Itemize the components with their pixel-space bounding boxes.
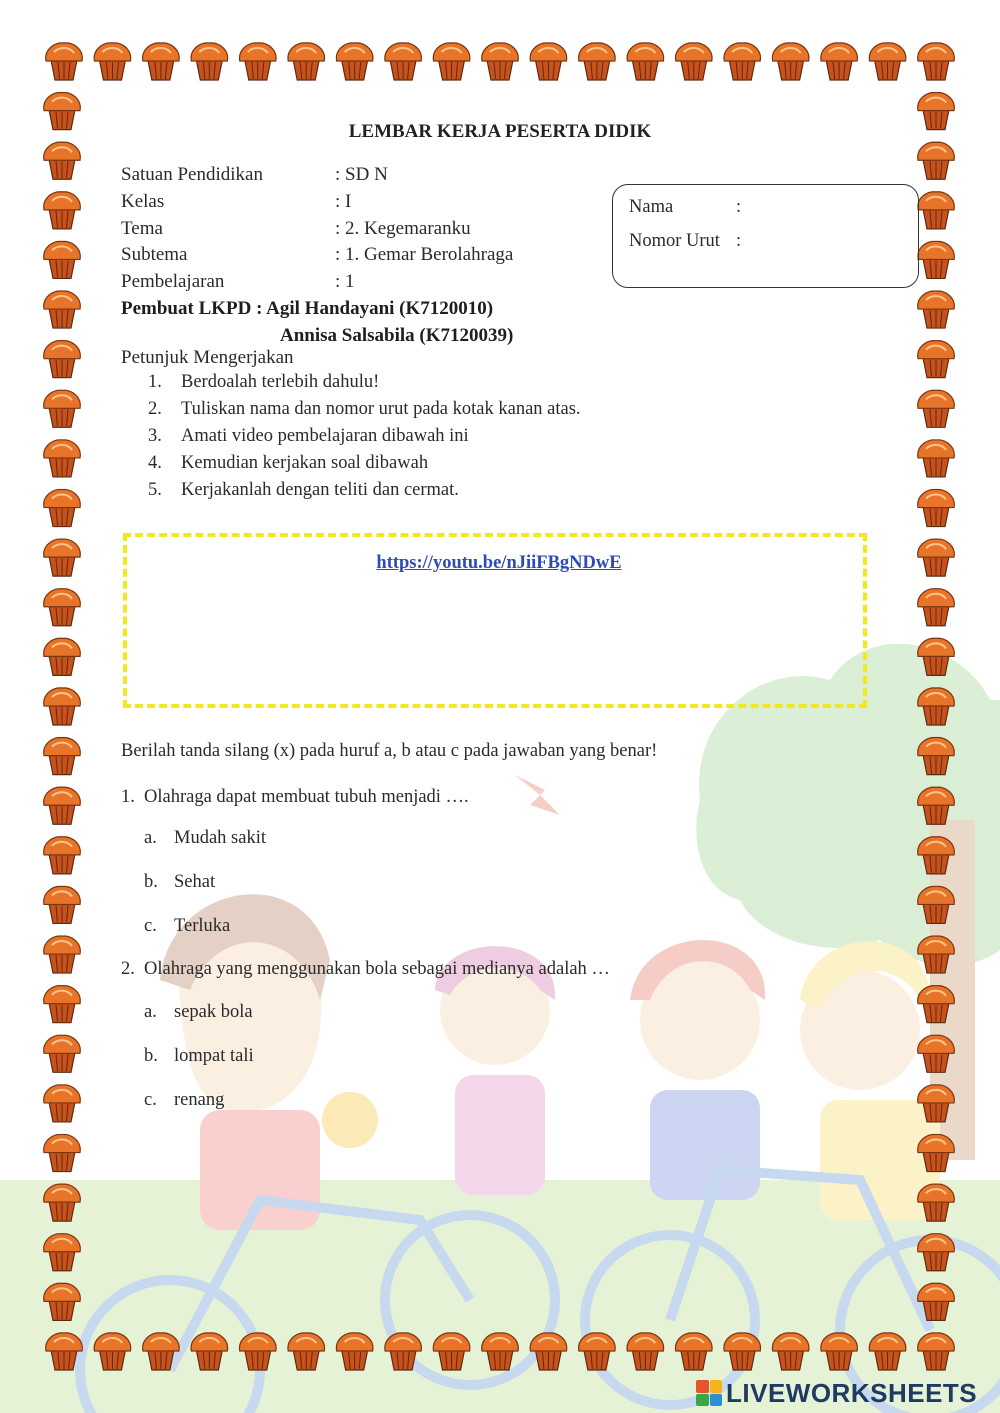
muffin-icon bbox=[482, 1333, 519, 1370]
instructions-list bbox=[148, 369, 581, 504]
muffin-icon bbox=[143, 1333, 180, 1370]
info-label-satuan: Satuan Pendidikan bbox=[121, 164, 263, 185]
brand-name: LIVEWORKSHEETS bbox=[726, 1377, 978, 1408]
q2-option-a-letter[interactable]: a. bbox=[144, 1002, 157, 1022]
muffin-icon bbox=[44, 539, 81, 576]
name-number-box bbox=[612, 184, 919, 288]
author-line-2: Annisa Salsabila (K7120039) bbox=[280, 325, 514, 346]
muffin-icon bbox=[918, 43, 955, 80]
muffin-icon bbox=[869, 43, 906, 80]
muffin-icon bbox=[918, 886, 955, 923]
list-item bbox=[148, 369, 581, 396]
muffin-icon bbox=[918, 1134, 955, 1171]
liveworksheets-logo bbox=[696, 1376, 977, 1410]
muffin-icon bbox=[918, 1234, 955, 1271]
video-link[interactable]: https://youtu.be/nJiiFBgNDwE bbox=[376, 553, 622, 573]
muffin-icon bbox=[918, 936, 955, 973]
logo-square bbox=[696, 1394, 709, 1407]
author-line-1: Pembuat LKPD : Agil Handayani (K7120010) bbox=[121, 298, 494, 319]
list-item bbox=[148, 450, 581, 477]
logo-mark-icon bbox=[696, 1380, 722, 1406]
muffin-icon bbox=[821, 43, 858, 80]
list-item bbox=[148, 423, 581, 450]
muffin-icon bbox=[143, 43, 180, 80]
muffin-icon bbox=[94, 1333, 131, 1370]
muffin-icon bbox=[676, 1333, 713, 1370]
q2-option-a-text[interactable]: sepak bola bbox=[174, 1002, 253, 1022]
muffin-icon bbox=[44, 638, 81, 675]
number-label: Nomor Urut bbox=[629, 231, 720, 251]
muffin-icon bbox=[44, 241, 81, 278]
muffin-icon bbox=[918, 589, 955, 626]
instructions-title: Petunjuk Mengerjakan bbox=[121, 347, 294, 368]
info-value-pembelajaran: : 1 bbox=[335, 271, 355, 292]
muffin-icon bbox=[918, 837, 955, 874]
muffin-icon bbox=[918, 986, 955, 1023]
muffin-icon bbox=[918, 1184, 955, 1221]
muffin-icon bbox=[191, 43, 228, 80]
q1-option-a-text[interactable]: Mudah sakit bbox=[174, 828, 266, 848]
muffin-icon bbox=[869, 1333, 906, 1370]
q1-option-b-text[interactable]: Sehat bbox=[174, 872, 216, 892]
muffin-icon bbox=[918, 192, 955, 229]
q2-option-b-letter[interactable]: b. bbox=[144, 1046, 158, 1066]
muffin-icon bbox=[288, 43, 325, 80]
question-2-number: 2. bbox=[121, 959, 135, 979]
page-title: LEMBAR KERJA PESERTA DIDIK bbox=[348, 121, 652, 142]
name-colon: : bbox=[736, 197, 742, 217]
question-1-number: 1. bbox=[121, 787, 135, 807]
muffin-icon bbox=[918, 1035, 955, 1072]
muffin-icon bbox=[44, 1184, 81, 1221]
info-label-kelas: Kelas bbox=[121, 191, 165, 212]
muffin-icon bbox=[44, 341, 81, 378]
muffin-icon bbox=[579, 1333, 616, 1370]
muffin-icon bbox=[46, 43, 83, 80]
muffin-icon bbox=[724, 43, 761, 80]
info-label-pembelajaran: Pembelajaran bbox=[121, 271, 225, 292]
muffin-icon bbox=[336, 1333, 373, 1370]
muffin-icon bbox=[44, 489, 81, 526]
muffin-icon bbox=[918, 738, 955, 775]
muffin-icon bbox=[44, 390, 81, 427]
muffin-icon bbox=[579, 43, 616, 80]
q1-option-b-letter[interactable]: b. bbox=[144, 872, 158, 892]
list-item-number: 1. bbox=[148, 372, 162, 392]
muffin-icon bbox=[44, 837, 81, 874]
muffin-icon bbox=[627, 1333, 664, 1370]
muffin-icon bbox=[44, 886, 81, 923]
muffin-icon bbox=[44, 440, 81, 477]
muffin-icon bbox=[44, 936, 81, 973]
muffin-icon bbox=[724, 1333, 761, 1370]
muffin-icon bbox=[44, 589, 81, 626]
muffin-icon bbox=[918, 1333, 955, 1370]
muffin-icon bbox=[44, 1085, 81, 1122]
list-item-text: Kerjakanlah dengan teliti dan cermat. bbox=[181, 480, 459, 500]
muffin-icon bbox=[918, 489, 955, 526]
muffin-icon bbox=[46, 1333, 83, 1370]
muffin-icon bbox=[772, 1333, 809, 1370]
muffin-icon bbox=[918, 1283, 955, 1320]
muffin-icon bbox=[918, 638, 955, 675]
muffin-icon bbox=[918, 1085, 955, 1122]
muffin-icon bbox=[821, 1333, 858, 1370]
muffin-icon bbox=[44, 1234, 81, 1271]
muffin-icon bbox=[44, 1283, 81, 1320]
muffin-icon bbox=[385, 43, 422, 80]
muffin-icon bbox=[530, 43, 567, 80]
info-value-kelas: : I bbox=[335, 191, 352, 212]
muffin-icon bbox=[288, 1333, 325, 1370]
muffin-icon bbox=[44, 738, 81, 775]
question-2-text: Olahraga yang menggunakan bola sebagai medianya adalah … bbox=[144, 959, 610, 979]
list-item bbox=[148, 396, 581, 423]
q1-option-c-text[interactable]: Terluka bbox=[174, 916, 231, 936]
muffin-icon bbox=[94, 43, 131, 80]
list-item-number: 3. bbox=[148, 426, 162, 446]
list-item-text: Kemudian kerjakan soal dibawah bbox=[181, 453, 429, 473]
name-label: Nama bbox=[629, 197, 674, 217]
muffin-icon bbox=[918, 688, 955, 725]
list-item bbox=[148, 477, 581, 504]
muffin-icon bbox=[240, 43, 277, 80]
muffin-icon bbox=[627, 43, 664, 80]
muffin-icon bbox=[44, 291, 81, 328]
muffin-icon bbox=[918, 390, 955, 427]
muffin-icon bbox=[44, 688, 81, 725]
muffin-icon bbox=[44, 192, 81, 229]
logo-square bbox=[710, 1380, 723, 1393]
info-value-tema: : 2. Kegemaranku bbox=[335, 218, 471, 239]
muffin-icon bbox=[918, 440, 955, 477]
muffin-icon bbox=[44, 1035, 81, 1072]
q1-option-c-letter[interactable]: c. bbox=[144, 916, 157, 936]
muffin-icon bbox=[44, 1134, 81, 1171]
muffin-icon bbox=[44, 986, 81, 1023]
muffin-icon bbox=[336, 43, 373, 80]
muffin-icon bbox=[918, 291, 955, 328]
muffin-icon bbox=[918, 787, 955, 824]
list-item-text: Berdoalah terlebih dahulu! bbox=[181, 372, 380, 392]
list-item-number: 4. bbox=[148, 453, 162, 473]
muffin-icon bbox=[191, 1333, 228, 1370]
q2-option-b-text[interactable]: lompat tali bbox=[174, 1046, 254, 1066]
question-1-text: Olahraga dapat membuat tubuh menjadi …. bbox=[144, 787, 469, 807]
muffin-icon bbox=[240, 1333, 277, 1370]
muffin-icon bbox=[433, 1333, 470, 1370]
info-value-subtema: : 1. Gemar Berolahraga bbox=[335, 244, 514, 265]
info-label-subtema: Subtema bbox=[121, 244, 188, 265]
muffin-icon bbox=[433, 43, 470, 80]
muffin-icon bbox=[482, 43, 519, 80]
muffin-icon bbox=[772, 43, 809, 80]
muffin-icon bbox=[918, 241, 955, 278]
muffin-icon bbox=[44, 787, 81, 824]
q1-option-a-letter[interactable]: a. bbox=[144, 828, 157, 848]
q2-option-c-letter[interactable]: c. bbox=[144, 1090, 157, 1110]
muffin-icon bbox=[918, 539, 955, 576]
list-item-number: 5. bbox=[148, 480, 162, 500]
q2-option-c-text[interactable]: renang bbox=[174, 1090, 225, 1110]
logo-square bbox=[710, 1394, 723, 1407]
muffin-icon bbox=[676, 43, 713, 80]
video-embed-box bbox=[123, 533, 867, 708]
info-value-satuan: : SD N bbox=[335, 164, 388, 185]
number-colon: : bbox=[736, 231, 742, 251]
logo-square bbox=[696, 1380, 709, 1393]
muffin-icon bbox=[530, 1333, 567, 1370]
info-label-tema: Tema bbox=[121, 218, 163, 239]
list-item-number: 2. bbox=[148, 399, 162, 419]
list-item-text: Tuliskan nama dan nomor urut pada kotak kanan atas. bbox=[181, 399, 581, 419]
muffin-icon bbox=[44, 142, 81, 179]
task-instruction: Berilah tanda silang (x) pada huruf a, b atau c pada jawaban yang benar! bbox=[121, 741, 658, 761]
muffin-icon bbox=[385, 1333, 422, 1370]
muffin-icon bbox=[918, 142, 955, 179]
muffin-icon bbox=[918, 341, 955, 378]
list-item-text: Amati video pembelajaran dibawah ini bbox=[181, 426, 469, 446]
